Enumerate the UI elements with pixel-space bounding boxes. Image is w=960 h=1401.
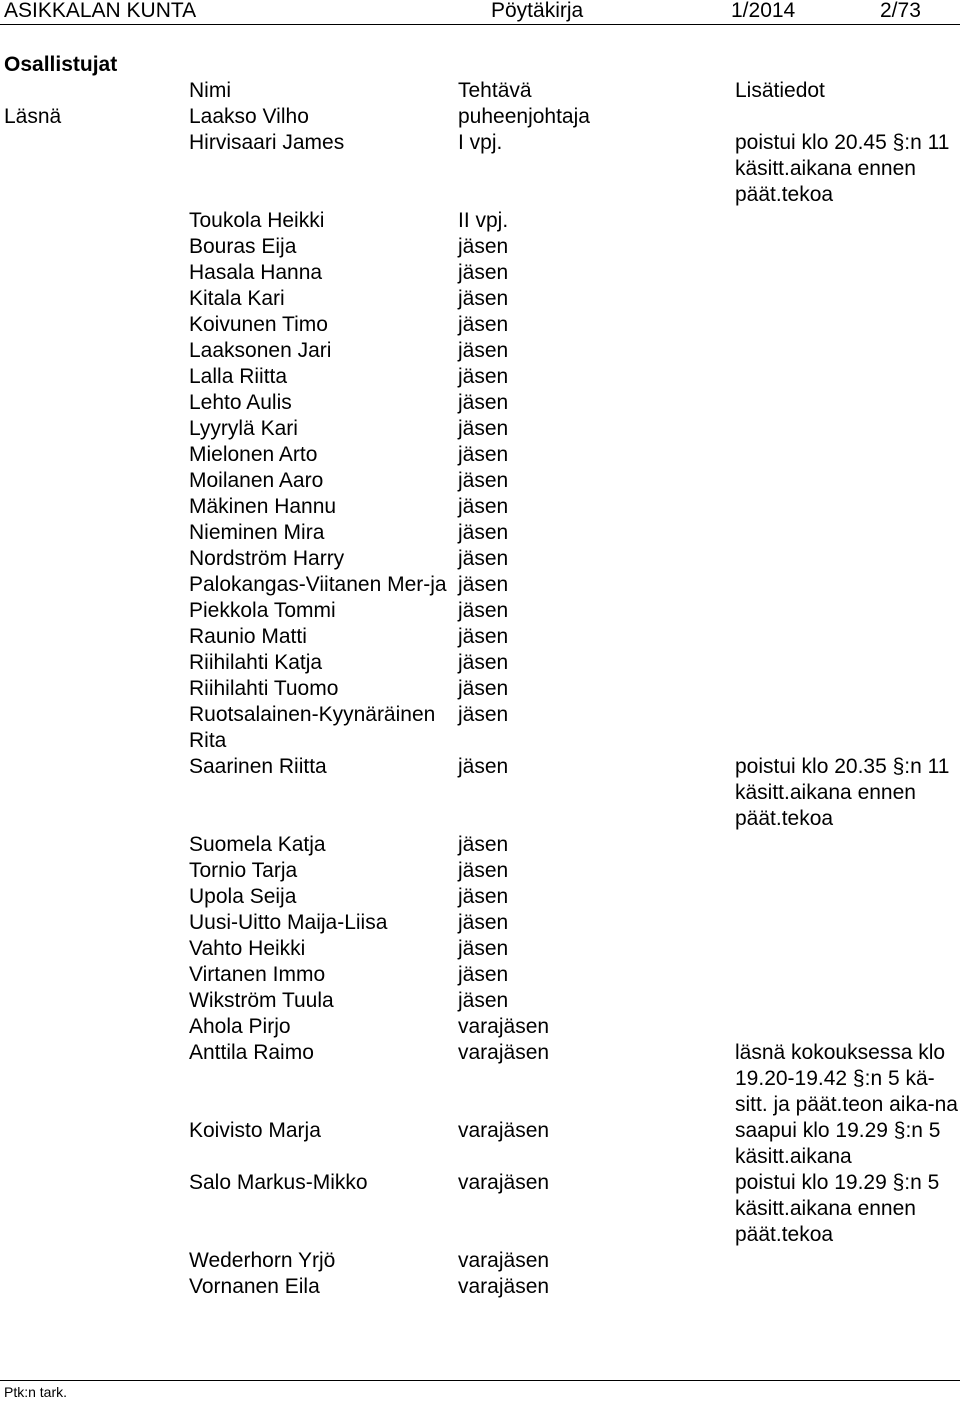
- status-cell: [0, 702, 189, 754]
- table-row: [0, 390, 960, 416]
- table-row: [0, 754, 960, 832]
- participant-name: Salo Markus-Mikko: [189, 1171, 368, 1194]
- participant-name: Hasala Hanna: [189, 261, 323, 284]
- participant-notes: [735, 1248, 960, 1274]
- participant-notes: [735, 260, 960, 286]
- participant-notes: poistui klo 20.35 §:n 11 käsitt.aikana ennen päät.tekoa: [735, 755, 950, 830]
- participant-notes: [735, 1274, 960, 1300]
- participant-name: Nieminen Mira: [189, 521, 325, 544]
- participant-role: jäsen: [458, 885, 509, 908]
- participant-notes: [735, 624, 960, 650]
- status-cell: [0, 234, 189, 260]
- participant-role: jäsen: [458, 443, 509, 466]
- table-row: [0, 1014, 960, 1040]
- participant-notes: [735, 598, 960, 624]
- participant-role: jäsen: [458, 937, 509, 960]
- table-row: [0, 884, 960, 910]
- status-cell: [0, 754, 189, 832]
- participant-role: jäsen: [458, 963, 509, 986]
- participant-role: varajäsen: [458, 1171, 550, 1194]
- participant-name: Laaksonen Jari: [189, 339, 332, 362]
- table-row: [0, 546, 960, 572]
- table-row: [0, 676, 960, 702]
- participant-notes: [735, 520, 960, 546]
- participant-notes: [735, 650, 960, 676]
- participant-name: Anttila Raimo: [189, 1041, 314, 1064]
- status-cell: [0, 884, 189, 910]
- participant-role: jäsen: [458, 391, 509, 414]
- status-cell: [0, 962, 189, 988]
- participant-role: jäsen: [458, 911, 509, 934]
- status-cell: [0, 910, 189, 936]
- status-cell: [0, 390, 189, 416]
- participant-name: Virtanen Immo: [189, 963, 326, 986]
- participant-notes: [735, 988, 960, 1014]
- participant-role: jäsen: [458, 547, 509, 570]
- participant-role: jäsen: [458, 365, 509, 388]
- participant-role: varajäsen: [458, 1015, 550, 1038]
- participant-name: Riihilahti Tuomo: [189, 677, 339, 700]
- participant-notes: läsnä kokouksessa klo 19.20-19.42 §:n 5 kä-sitt. ja päät.teon aika-na: [735, 1041, 958, 1116]
- participant-notes: [735, 234, 960, 260]
- page-number: 2/73: [880, 0, 921, 22]
- status-cell: [0, 208, 189, 234]
- table-row: [0, 650, 960, 676]
- participant-notes: [735, 442, 960, 468]
- participant-role: jäsen: [458, 755, 509, 778]
- participant-name: Lalla Riitta: [189, 365, 288, 388]
- participant-name: Kitala Kari: [189, 287, 285, 310]
- participant-role: varajäsen: [458, 1119, 550, 1142]
- participant-name: Vahto Heikki: [189, 937, 306, 960]
- participant-name: Suomela Katja: [189, 833, 326, 856]
- participant-name: Hirvisaari James: [189, 131, 345, 154]
- footer-note: Ptk:n tark.: [4, 1384, 68, 1400]
- status-cell: [0, 598, 189, 624]
- participant-role: puheenjohtaja: [458, 105, 590, 128]
- participant-notes: [735, 364, 960, 390]
- column-header-role: Tehtävä: [458, 79, 532, 102]
- table-row: [0, 416, 960, 442]
- document-number: 1/2014: [731, 0, 796, 22]
- status-cell: [0, 1170, 189, 1248]
- participant-name: Tornio Tarja: [189, 859, 298, 882]
- status-cell: [0, 286, 189, 312]
- table-row: [0, 234, 960, 260]
- participant-name: Mielonen Arto: [189, 443, 318, 466]
- status-cell: [0, 338, 189, 364]
- column-header-info: Lisätiedot: [735, 79, 825, 102]
- participant-role: varajäsen: [458, 1041, 550, 1064]
- table-row: [0, 130, 960, 208]
- status-cell: [0, 260, 189, 286]
- participant-role: jäsen: [458, 573, 509, 596]
- table-row: [0, 858, 960, 884]
- status-cell: [0, 936, 189, 962]
- table-header-row: [0, 78, 960, 104]
- status-cell: [0, 1274, 189, 1300]
- participant-notes: [735, 1014, 960, 1040]
- status-cell: [0, 1014, 189, 1040]
- table-row: [0, 936, 960, 962]
- participant-notes: [735, 286, 960, 312]
- participant-role: jäsen: [458, 677, 509, 700]
- participants-table: [0, 78, 960, 1300]
- participant-name: Saarinen Riitta: [189, 755, 327, 778]
- participant-role: jäsen: [458, 417, 509, 440]
- footer-divider: [0, 1380, 960, 1381]
- participant-notes: poistui klo 20.45 §:n 11 käsitt.aikana ennen päät.tekoa: [735, 131, 950, 206]
- participant-notes: [735, 104, 960, 130]
- document-type: Pöytäkirja: [491, 0, 584, 22]
- participant-notes: [735, 676, 960, 702]
- participant-name: Piekkola Tommi: [189, 599, 336, 622]
- participant-role: jäsen: [458, 339, 509, 362]
- participant-name: Toukola Heikki: [189, 209, 325, 232]
- table-row: [0, 520, 960, 546]
- status-cell: [0, 572, 189, 598]
- participant-name: Moilanen Aaro: [189, 469, 324, 492]
- header-divider: [0, 24, 960, 25]
- status-cell: [0, 468, 189, 494]
- participant-role: jäsen: [458, 469, 509, 492]
- participant-role: jäsen: [458, 859, 509, 882]
- status-cell: [0, 130, 189, 208]
- participant-name: Mäkinen Hannu: [189, 495, 337, 518]
- participant-notes: [735, 416, 960, 442]
- participant-notes: [735, 702, 960, 754]
- status-cell: [0, 832, 189, 858]
- participant-notes: [735, 208, 960, 234]
- status-cell: [0, 1118, 189, 1170]
- participant-name: Koivunen Timo: [189, 313, 328, 336]
- table-row: [0, 962, 960, 988]
- table-row: [0, 1274, 960, 1300]
- participant-name: Raunio Matti: [189, 625, 307, 648]
- participant-notes: [735, 910, 960, 936]
- participant-role: jäsen: [458, 313, 509, 336]
- table-row: [0, 988, 960, 1014]
- participant-notes: [735, 468, 960, 494]
- status-cell: [0, 1040, 189, 1118]
- table-row: [0, 624, 960, 650]
- participant-name: Koivisto Marja: [189, 1119, 321, 1142]
- participant-name: Lyyrylä Kari: [189, 417, 298, 440]
- participant-notes: saapui klo 19.29 §:n 5 käsitt.aikana: [735, 1119, 941, 1168]
- table-row: [0, 1248, 960, 1274]
- status-cell: [0, 676, 189, 702]
- table-row: [0, 442, 960, 468]
- table-row: [0, 208, 960, 234]
- participant-name: Uusi-Uitto Maija-Liisa: [189, 911, 388, 934]
- participant-notes: [735, 832, 960, 858]
- participant-notes: [735, 338, 960, 364]
- document-header: [0, 0, 960, 24]
- table-row: [0, 494, 960, 520]
- participant-role: II vpj.: [458, 209, 509, 232]
- participant-notes: [735, 858, 960, 884]
- participant-notes: [735, 390, 960, 416]
- table-row: [0, 260, 960, 286]
- table-row: [0, 286, 960, 312]
- section-title: Osallistujat: [4, 53, 118, 76]
- participant-role: varajäsen: [458, 1249, 550, 1272]
- participants-body: [0, 104, 960, 1300]
- participant-role: I vpj.: [458, 131, 503, 154]
- participant-name: Riihilahti Katja: [189, 651, 323, 674]
- participant-notes: [735, 936, 960, 962]
- participant-role: jäsen: [458, 625, 509, 648]
- participant-name: Nordström Harry: [189, 547, 345, 570]
- table-row: [0, 910, 960, 936]
- participant-name: Laakso Vilho: [189, 105, 309, 128]
- participant-name: Palokangas-Viitanen Mer-ja: [189, 573, 447, 596]
- status-cell: [0, 494, 189, 520]
- table-row: [0, 832, 960, 858]
- table-row: [0, 1118, 960, 1170]
- participant-name: Upola Seija: [189, 885, 297, 908]
- participant-notes: [735, 312, 960, 338]
- participant-role: jäsen: [458, 599, 509, 622]
- participant-role: jäsen: [458, 261, 509, 284]
- table-row: [0, 598, 960, 624]
- status-cell: [0, 1248, 189, 1274]
- participant-name: Vornanen Eila: [189, 1275, 320, 1298]
- participant-notes: poistui klo 19.29 §:n 5 käsitt.aikana ennen päät.tekoa: [735, 1171, 940, 1246]
- participant-role: jäsen: [458, 833, 509, 856]
- participant-role: jäsen: [458, 235, 509, 258]
- participant-name: Lehto Aulis: [189, 391, 292, 414]
- status-cell: [0, 650, 189, 676]
- participant-notes: [735, 546, 960, 572]
- participant-role: jäsen: [458, 703, 509, 726]
- participant-name: Wikström Tuula: [189, 989, 334, 1012]
- table-row: [0, 104, 960, 130]
- status-cell: [0, 364, 189, 390]
- participant-role: jäsen: [458, 287, 509, 310]
- participant-role: varajäsen: [458, 1275, 550, 1298]
- status-cell: [0, 988, 189, 1014]
- participant-name: Ahola Pirjo: [189, 1015, 291, 1038]
- status-cell: [0, 858, 189, 884]
- participant-notes: [735, 572, 960, 598]
- status-cell: [0, 624, 189, 650]
- table-row: [0, 468, 960, 494]
- table-row: [0, 364, 960, 390]
- participant-name: Ruotsalainen-Kyynäräinen Rita: [189, 703, 436, 752]
- status-cell: [0, 546, 189, 572]
- table-row: [0, 702, 960, 754]
- participant-role: jäsen: [458, 521, 509, 544]
- participant-notes: [735, 884, 960, 910]
- header-status-cell: [0, 78, 189, 104]
- table-row: [0, 1040, 960, 1118]
- status-cell: [0, 520, 189, 546]
- participant-notes: [735, 494, 960, 520]
- participant-role: jäsen: [458, 495, 509, 518]
- participant-role: jäsen: [458, 651, 509, 674]
- table-row: [0, 1170, 960, 1248]
- table-row: [0, 338, 960, 364]
- status-cell: [0, 312, 189, 338]
- column-header-name: Nimi: [189, 79, 231, 102]
- status-cell: [0, 416, 189, 442]
- status-cell: [0, 442, 189, 468]
- status-cell: Läsnä: [4, 105, 62, 128]
- municipality-name: ASIKKALAN KUNTA: [4, 0, 197, 22]
- participant-name: Bouras Eija: [189, 235, 297, 258]
- participant-notes: [735, 962, 960, 988]
- participant-role: jäsen: [458, 989, 509, 1012]
- participant-name: Wederhorn Yrjö: [189, 1249, 336, 1272]
- table-row: [0, 572, 960, 598]
- table-row: [0, 312, 960, 338]
